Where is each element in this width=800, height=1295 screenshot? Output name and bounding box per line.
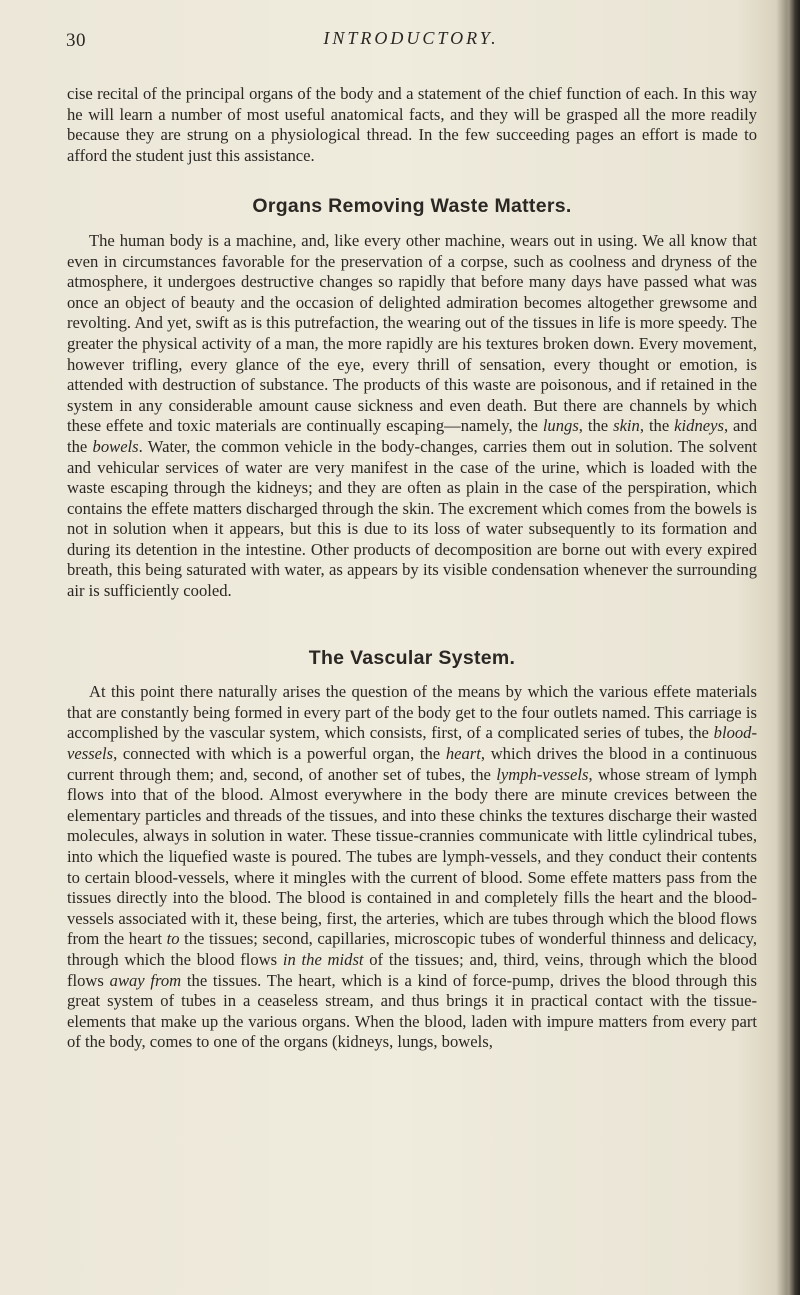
vascular-text-3: , which drives the blood in a continuous current through them; and, second, of another set of tubes, the: [67, 744, 757, 784]
term-heart: heart: [445, 744, 481, 764]
emphasis-away-from: away from: [109, 970, 182, 990]
intro-text: cise recital of the principal organs of the body and a statement of the chief function of each. In this way he will learn a number of most useful anatomical facts, and they will be grasped all the more readily because they are strung on a physiological thread. In the few succeeding pages an effort is made to afford the student just this assistance.: [67, 84, 757, 165]
waste-text-5: . Water, the common vehicle in the body-changes, carries them out in solution. The solvent and vehicular services of water are very manifest in the case of the urine, which is loaded with the waste escaping through the kidneys; and they are often as plain in the case of the perspiration, which contains the effete matters discharged through the skin. The excrement which comes from the bowels is not in solution when it appears, but this is due to its loss of water subsequently to its formation and during its detention in the intestine. Other products of decomposition are borne out with every expired breath, this being saturated with water, as appears by its visible condensation whenever the surrounding air is sufficiently cooled.: [67, 436, 757, 601]
intro-paragraph: [67, 84, 757, 166]
section-heading-vascular: The Vascular System.: [308, 646, 516, 669]
page-header: [66, 28, 756, 58]
vascular-text-2: , connected with which is a powerful organ, the: [113, 744, 446, 764]
vascular-text-7: the tissues. The heart, which is a kind of force-pump, drives the blood through this great system of tubes in a ceaseless stream, and thus brings it in practical contact with the tissue-elements that make up the various organs. When the blood, laden with impure matters from every part of the body, comes to one of the organs (kidneys, lungs, bowels,: [67, 970, 757, 1052]
page-number: 30: [66, 30, 86, 51]
term-skin: skin: [613, 416, 640, 436]
vascular-text-5: the tissues; second, capillaries, microscopic tubes of wonderful thinness and delicacy, through which the blood flows: [67, 929, 757, 969]
waste-text-4: , and the: [67, 416, 757, 456]
vascular-text-1: At this point there naturally arises the question of the means by which the various effete materials that are constantly being formed in every part of the body get to the four outlets named. This carriage is accomplished by the vascular system, which consists, first, of a complicated series of tubes, the: [67, 682, 757, 743]
term-bowels: bowels: [92, 436, 139, 456]
term-kidneys: kidneys: [674, 416, 724, 436]
page-body: [67, 84, 757, 1053]
vascular-text-4: , whose stream of lymph flows into that of the blood. Almost everywhere in the body there are minute crevices between the elementary particles and threads of the tissues, and into these chinks the textures discharge their wasted molecules, always in solution in water. These tissue-crannies communicate with little cylindrical tubes, into which the liquefied waste is poured. The tubes are lymph-vessels, and they conduct their contents to certain blood-vessels, where it mingles with the current of blood. Some effete matters pass from the tissues directly into the blood. The blood is contained in and completely fills the heart and the blood-vessels associated with it, these being, first, the arteries, which are tubes through which the blood flows from the heart: [67, 764, 757, 949]
section-heading-waste: Organs Removing Waste Matters.: [252, 195, 572, 218]
running-head: INTRODUCTORY.: [323, 28, 499, 48]
term-lymph-vessels: lymph-vessels: [496, 764, 589, 784]
waste-text-1: The human body is a machine, and, like every other machine, wears out in using. We all know that even in circumstances favorable for the preservation of a corpse, such as coolness and dryness of the atmosphere, it undergoes destructive changes so rapidly that before many days have passed what was once an object of beauty and the occasion of delighted admiration becomes altogether grewsome and revolting. And yet, swift as is this putrefaction, the wearing out of the tissues in life is more speedy. The greater the physical activity of a man, the more rapidly are his textures broken down. Every movement, however trifling, every glance of the eye, every thrill of sensation, every thought or emotion, is attended with destruction of substance. The products of this waste are poisonous, and if retained in the system in any considerable amount cause sickness and even death. But there are channels by which these effete and toxic materials are continually escaping—namely, the: [67, 230, 757, 436]
emphasis-to: to: [166, 929, 180, 949]
waste-paragraph: [67, 231, 757, 602]
term-blood-vessels: blood-vessels: [67, 723, 757, 764]
waste-text-2: , the: [578, 416, 614, 436]
vascular-text-6: of the tissues; and, third, veins, through which the blood flows: [67, 949, 757, 990]
page-edge-shadow: [784, 0, 800, 1295]
vascular-paragraph: [67, 682, 757, 1053]
term-lungs: lungs: [542, 416, 579, 436]
emphasis-in-the-midst: in the midst: [282, 949, 364, 969]
waste-text-3: , the: [639, 416, 675, 436]
